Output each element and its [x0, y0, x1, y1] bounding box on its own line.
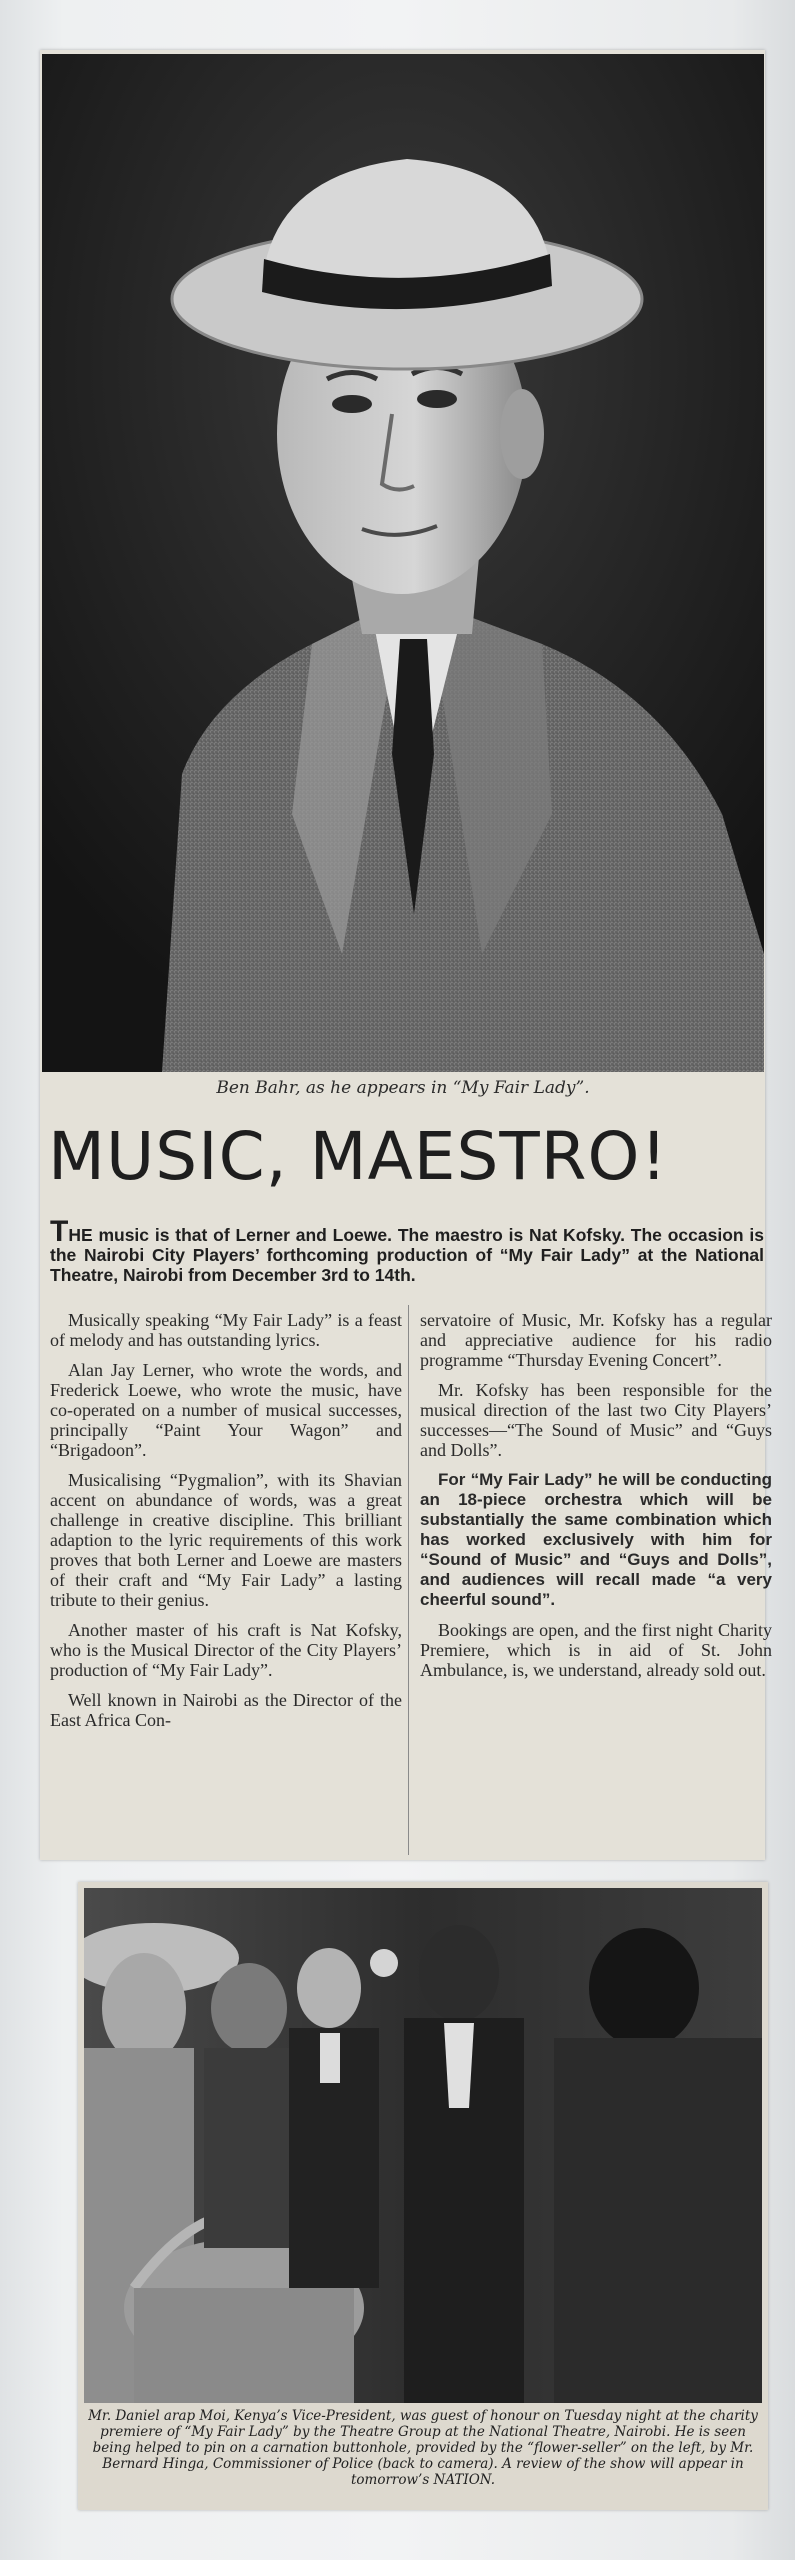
portrait-photo-graphic: [42, 54, 764, 1072]
paragraph: Musicalising “Pygmalion”, with its Shavian accent on abundance of words, was a great challenge in creative discipline. This brilliant adaption to the lyric requirements of this work proves that both Lerner and Loewe are masters of their craft and “My Fair Lady” a lasting tribute to their genius.: [50, 1470, 402, 1610]
left-column: [50, 1310, 402, 1740]
event-photo-caption: Mr. Daniel arap Moi, Kenya’s Vice-President, was guest of honour on Tuesday night at the charity premiere of “My Fair Lady” by the Theatre Group at the National Theatre, Nairobi. He is seen being helped to pin on a carnation buttonhole, provided by the “flower-seller” on the left, by Mr. Bernard Hinga, Commissioner of Police (back to camera). A review of the show will appear in tomorrow’s NATION.: [88, 2408, 758, 2488]
right-column: [420, 1310, 772, 1690]
lede-paragraph: [50, 1215, 764, 1285]
portrait-photo: [42, 54, 764, 1072]
photo-caption: Ben Bahr, as he appears in “My Fair Lady”.: [216, 1078, 590, 1098]
paragraph: Mr. Kofsky has been responsible for the musical direction of the last two City Players’ successes—“The Sound of Music” and “Guys and Dolls”.: [420, 1380, 772, 1460]
headline: MUSIC, MAESTRO!: [48, 1118, 668, 1195]
paragraph: Alan Jay Lerner, who wrote the words, and Frederick Loewe, who wrote the music, have co-operated on a number of musical successes, principally “Paint Your Wagon” and “Brigadoon”.: [50, 1360, 402, 1460]
column-divider: [408, 1305, 409, 1855]
paragraph: Musically speaking “My Fair Lady” is a feast of melody and has outstanding lyrics.: [50, 1310, 402, 1350]
paragraph: Well known in Nairobi as the Director of the East Africa Con-: [50, 1690, 402, 1730]
paragraph: Another master of his craft is Nat Kofsky, who is the Musical Director of the City Players’ production of “My Fair Lady”.: [50, 1620, 402, 1680]
event-photo: [84, 1888, 762, 2403]
lede-text: HE music is that of Lerner and Loewe. The maestro is Nat Kofsky. The occasion is the Nairobi City Players’ forthcoming production of “My Fair Lady” at the National Theatre, Nairobi from December 3rd to 14th.: [50, 1225, 764, 1285]
dropcap: T: [50, 1215, 69, 1248]
event-photo-graphic: [84, 1888, 762, 2403]
paragraph: servatoire of Music, Mr. Kofsky has a regular and appreciative audience for his radio programme “Thursday Evening Concert”.: [420, 1310, 772, 1370]
paragraph: Bookings are open, and the first night Charity Premiere, which is in aid of St. John Ambulance, is, we understand, already sold out.: [420, 1620, 772, 1680]
bold-paragraph: For “My Fair Lady” he will be conducting an 18-piece orchestra which will be substantially the same combination which has worked exclusively with him for “Sound of Music” and “Guys and Dolls”, and audiences will recall made “a very cheerful sound”.: [420, 1470, 772, 1609]
